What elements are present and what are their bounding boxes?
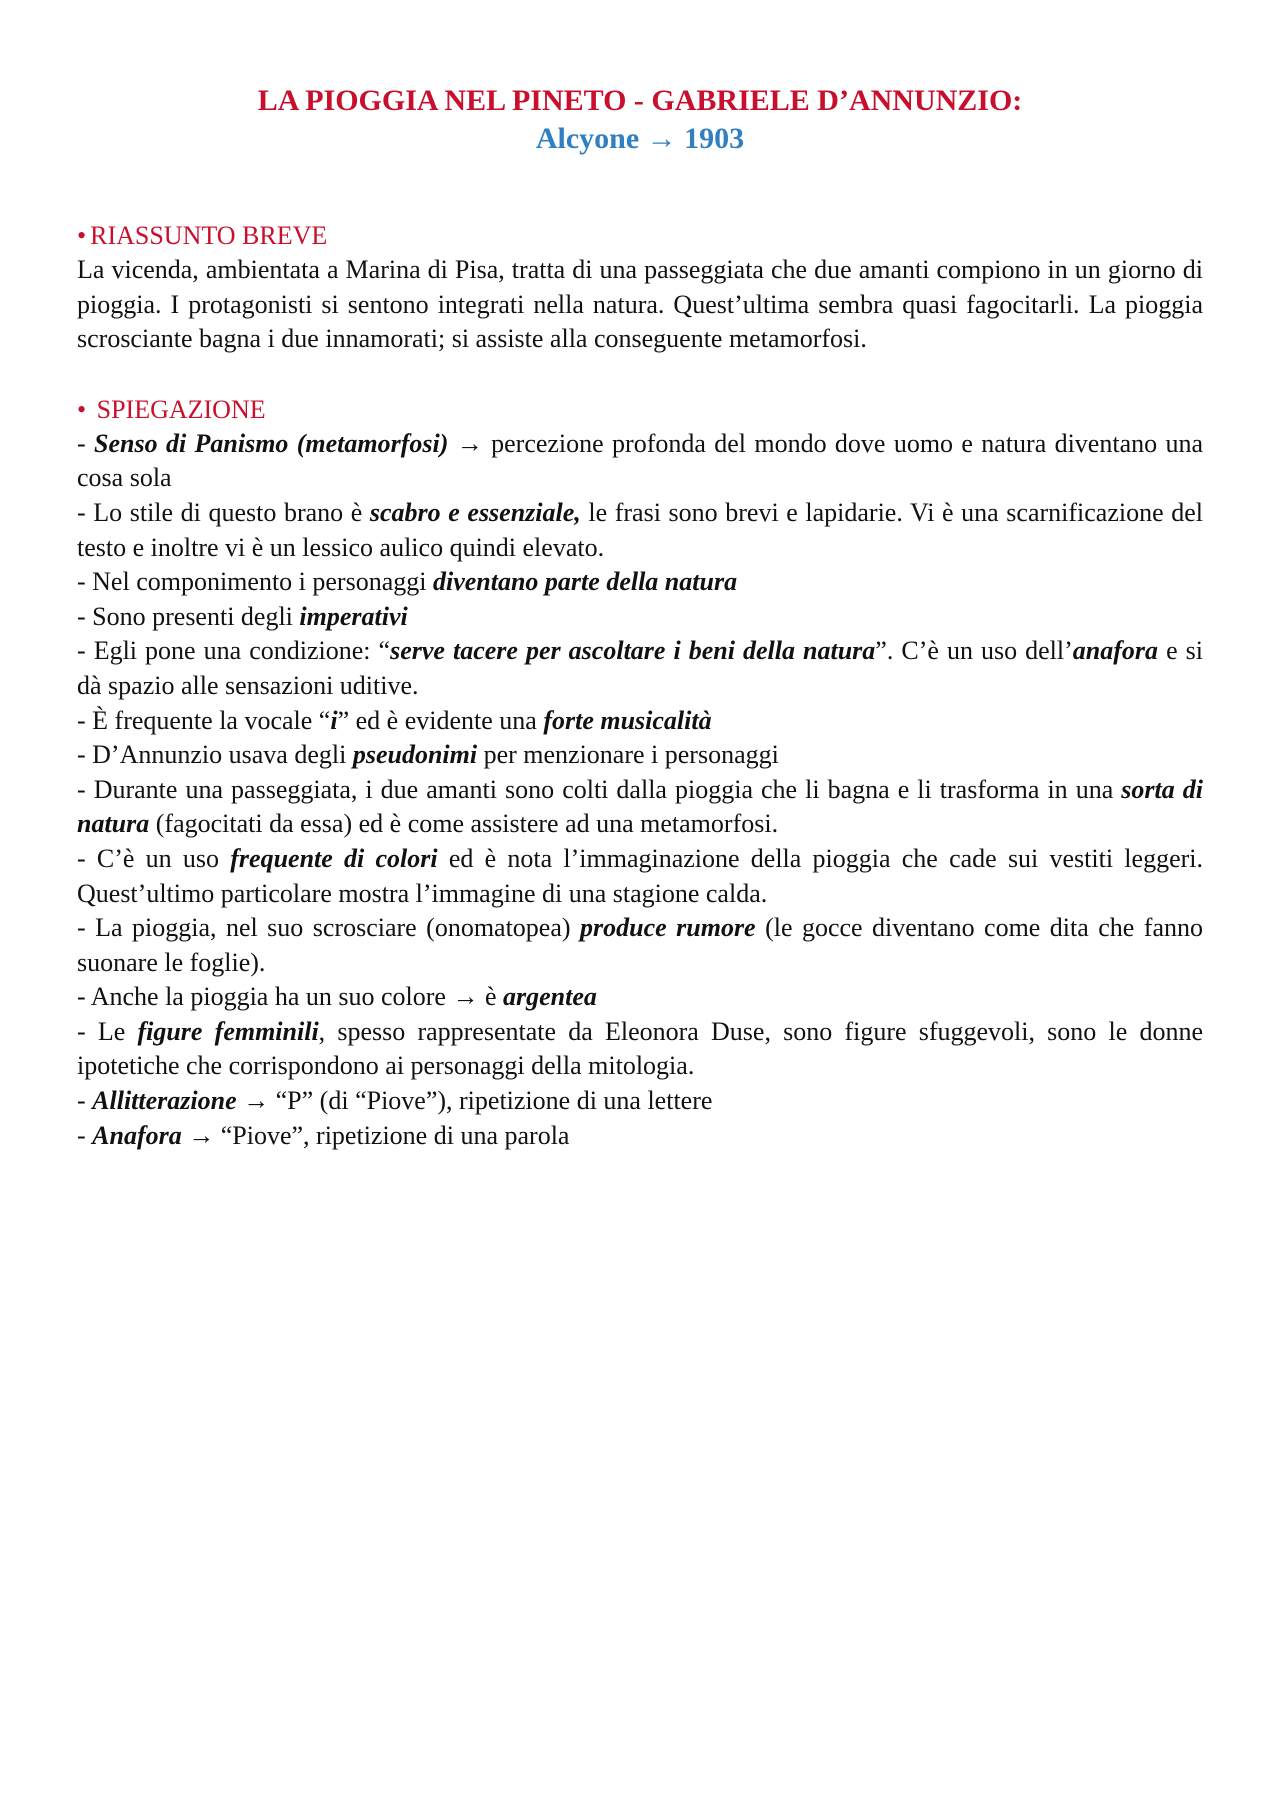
summary-body: La vicenda, ambientata a Marina di Pisa, tratta di una passeggiata che due amanti compiono in un giorno di pioggia. I protagonisti si sentono integrati nella natura. Quest’ultima sembra quasi fagocitarli. La pioggia scrosciante bagna i due innamorati; si assiste alla conseguente metamorfosi.	[77, 255, 1203, 354]
document-page	[77, 82, 1203, 1153]
explanation-item	[77, 1084, 1203, 1119]
bullet-icon: •	[77, 394, 93, 424]
emphasis-text: figure femminili	[137, 1016, 319, 1046]
emphasis-text: i	[330, 705, 338, 735]
item-text: - Sono presenti degli	[77, 601, 300, 631]
item-text: → “Piove”, ripetizione di una parola	[181, 1120, 570, 1150]
emphasis-text: pseudonimi	[352, 740, 478, 770]
summary-section	[77, 218, 1203, 357]
item-text: - Egli pone una condizione: “	[77, 636, 391, 666]
emphasis-text: sorta di natura	[77, 774, 1203, 839]
emphasis-text: Allitterazione	[92, 1086, 237, 1116]
explanation-item	[77, 496, 1203, 565]
item-text: - La pioggia, nel suo scrosciare (onomatopea)	[77, 913, 581, 943]
emphasis-text: Anafora	[92, 1120, 182, 1150]
emphasis-text: produce rumore	[580, 913, 756, 943]
explanation-heading-text: SPIEGAZIONE	[96, 394, 266, 424]
emphasis-text: serve tacere per ascoltare i beni della natura	[390, 636, 876, 666]
item-text: (fagocitati da essa) ed è come assistere ad una metamorfosi.	[149, 809, 779, 839]
item-text: (le gocce diventano come dita che fanno suonare le foglie).	[77, 913, 1203, 977]
item-text: - Nel componimento i personaggi	[77, 567, 433, 597]
explanation-item	[77, 427, 1203, 496]
bullet-icon: •	[77, 221, 87, 250]
explanation-section	[77, 392, 1203, 1153]
explanation-item	[77, 773, 1203, 842]
explanation-item	[77, 600, 1203, 635]
explanation-item	[77, 980, 1203, 1015]
explanation-item	[77, 738, 1203, 773]
emphasis-text: scabro e essenziale,	[369, 497, 581, 527]
explanation-item	[77, 1119, 1203, 1154]
explanation-heading	[77, 392, 1203, 427]
item-text: per menzionare i personaggi	[477, 740, 779, 770]
item-text: , spesso rappresentate da Eleonora Duse, sono figure sfuggevoli, sono le donne ipotetiche che corrispondono ai personaggi della mitologia.	[77, 1016, 1203, 1081]
item-text: - D’Annunzio usava degli	[77, 740, 353, 770]
item-text: -	[77, 1086, 93, 1116]
item-text: - Durante una passeggiata, i due amanti sono colti dalla pioggia che li bagna e li trasforma in una	[77, 774, 1122, 804]
item-text: e si dà spazio alle sensazioni uditive.	[77, 636, 1204, 700]
item-text: -	[77, 428, 95, 458]
emphasis-text: diventano parte della natura	[432, 567, 738, 597]
explanation-item	[77, 565, 1203, 600]
emphasis-text: argentea	[503, 982, 597, 1012]
summary-heading	[77, 218, 1203, 253]
item-text: ” ed è evidente una	[337, 705, 544, 735]
item-text: -	[77, 1120, 93, 1150]
emphasis-text: anafora	[1072, 636, 1159, 666]
explanation-item	[77, 634, 1203, 703]
explanation-list	[77, 427, 1203, 1153]
emphasis-text: imperativi	[299, 601, 408, 631]
item-text: ed è nota l’immaginazione della pioggia che cade sui vestiti leggeri. Quest’ultimo particolare mostra l’immagine di una stagione calda.	[77, 843, 1203, 908]
emphasis-text: frequente di colori	[230, 843, 438, 873]
item-text: → “P” (di “Piove”), ripetizione di una lettere	[236, 1086, 713, 1116]
explanation-item	[77, 842, 1203, 911]
explanation-item	[77, 704, 1203, 739]
explanation-item	[77, 911, 1203, 980]
item-text: ”. C’è un uso dell’	[875, 636, 1073, 666]
document-title: LA PIOGGIA NEL PINETO - GABRIELE D’ANNUNZIO:	[257, 84, 1023, 117]
item-text: - È frequente la vocale “	[77, 705, 331, 735]
item-text: → percezione profonda del mondo dove uomo e natura diventano una cosa sola	[77, 428, 1203, 493]
summary-heading-text: RIASSUNTO BREVE	[90, 221, 328, 250]
item-text: - Lo stile di questo brano è	[77, 497, 370, 527]
emphasis-text: Senso di Panismo (metamorfosi)	[94, 428, 449, 458]
explanation-item	[77, 1015, 1203, 1084]
document-subtitle: Alcyone → 1903	[535, 122, 745, 155]
emphasis-text: forte musicalità	[543, 705, 712, 735]
item-text: - Le	[77, 1016, 138, 1046]
item-text: le frasi sono brevi e lapidarie. Vi è una scarnificazione del testo e inoltre vi è un lessico aulico quindi elevato.	[77, 497, 1203, 562]
item-text: - C’è un uso	[77, 843, 231, 873]
item-text: - Anche la pioggia ha un suo colore → è	[77, 982, 503, 1012]
